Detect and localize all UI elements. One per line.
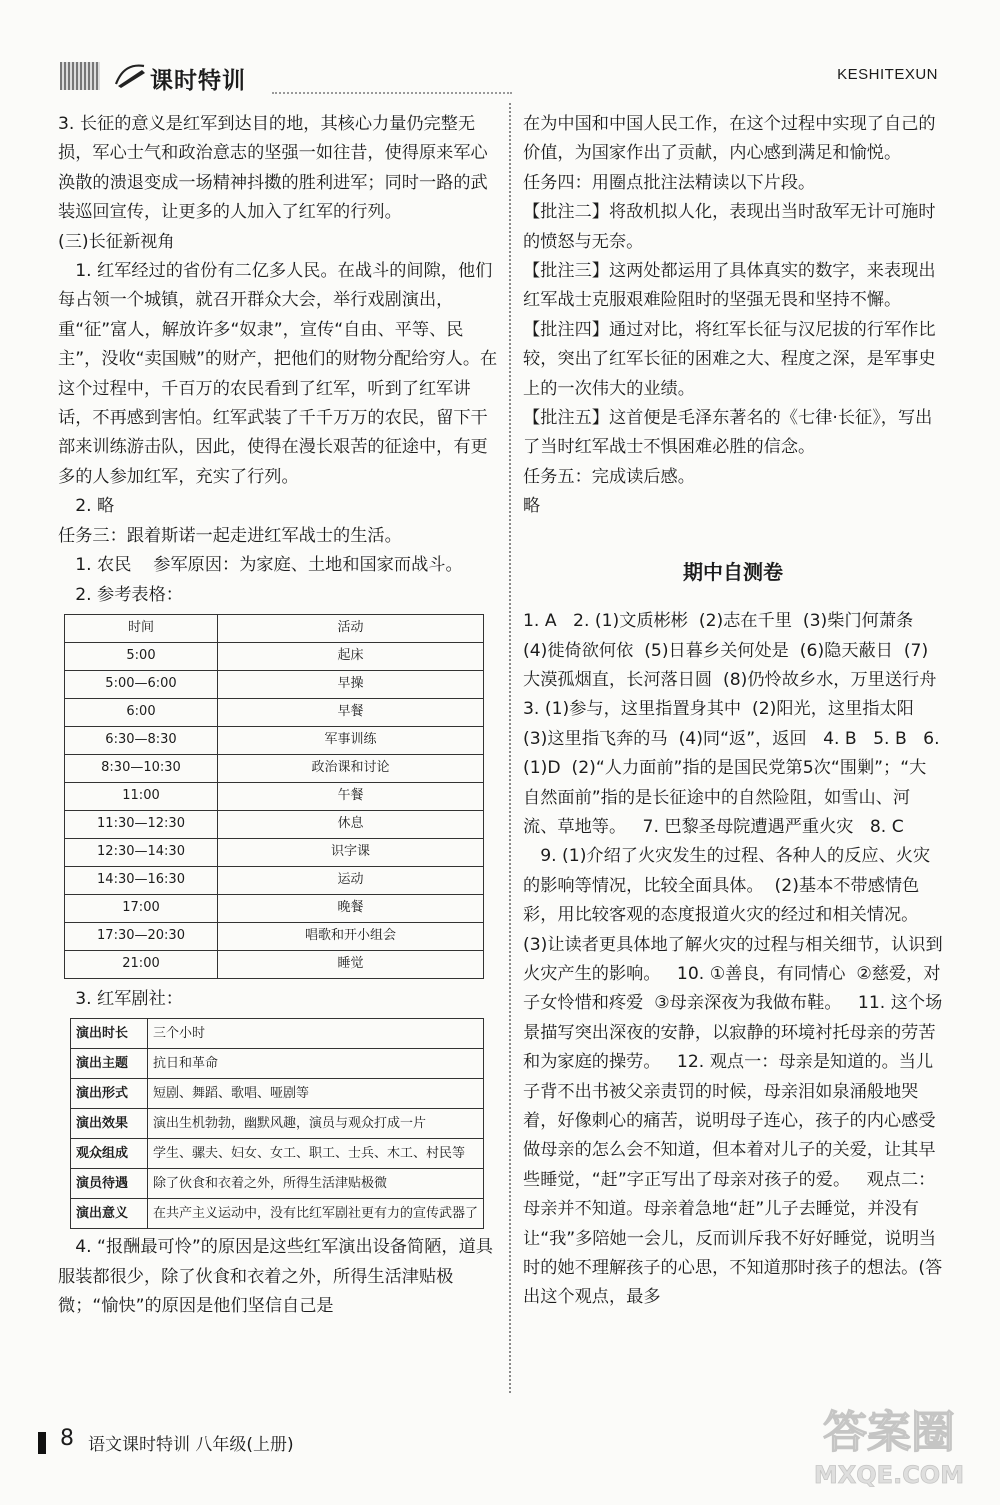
table-row: [65, 642, 484, 670]
section-title: 期中自测卷: [683, 559, 783, 584]
table-row: [71, 1109, 484, 1139]
table-cell: 三个小时: [148, 1019, 484, 1049]
table-row: [65, 894, 484, 922]
watermark-logo: [797, 1395, 982, 1495]
task-heading: 任务五：完成读后感。: [523, 466, 695, 487]
table-cell: 17:00: [65, 894, 218, 922]
task-heading: 任务三：跟着斯诺一起走进红军战士的生活。: [58, 525, 402, 546]
pen-hand-icon: [112, 60, 148, 90]
table-cell: 军事训练: [218, 726, 484, 754]
table-cell: 唱歌和开小组会: [218, 922, 484, 950]
table-cell: 11:00: [65, 782, 218, 810]
table-cell: 学生、骡夫、妇女、女工、职工、士兵、木工、村民等: [148, 1139, 484, 1169]
table-row: [65, 670, 484, 698]
table-cell: 早餐: [218, 698, 484, 726]
page-header: [0, 0, 1000, 108]
table-cell: 5:00: [65, 642, 218, 670]
table-row: [71, 1139, 484, 1169]
annotation-paragraph: 【批注三】这两处都运用了具体真实的数字，来表现出红军战士克服艰难险阻时的坚强无畏和坚持不懈。: [523, 261, 936, 311]
answer-paragraph: 2. 略: [75, 496, 115, 517]
table-cell: 起床: [218, 642, 484, 670]
table-key-cell: 演员待遇: [71, 1169, 148, 1199]
answer-paragraph: 1. 红军经过的省份有二亿多人民。在战斗的间隙，他们每占领一个城镇，就召开群众大会，举行戏剧演出，重“征”富人，解放许多“奴隶”，宣传“自由、平等、民主”，没收“卖国贼”的财产，把他们的财物分配给穷人。在这个过程中，千百万的农民看到了红军，听到了红军讲话，不再感到害怕。红军武装了千千万万的农民，留下干部来训练游击队，因此，使得在漫长艰苦的征途中，有更多的人参加红军，充实了行列。: [58, 261, 498, 487]
answer-paragraph: 3. 红军剧社：: [75, 988, 183, 1009]
table-key-cell: 演出主题: [71, 1049, 148, 1079]
table-row: [65, 698, 484, 726]
troupe-table: [70, 1018, 484, 1229]
page-number: 8: [60, 1426, 74, 1451]
table-row: [65, 810, 484, 838]
answer-paragraph: 9. (1)介绍了火灾发生的过程、各种人的反应、火灾的影响等情况，比较全面具体。 (2)基本不带感情色彩，用比较客观的态度报道火灾的经过和相关情况。 (3)让读者更具体地了解火灾的过程与相关细节，认识到火灾产生的影响。 10. ①善良，有同情心 ②慈爱，对子女怜惜和疼爱 ③母亲深夜为我做布鞋。 11. 这个场景描写突出深夜的安静，以寂静的环境衬托母亲的劳苦和为家庭的操劳。 12. 观点一：母亲是知道的。当儿子背不出书被父亲责罚的时候，母亲泪如泉涌般地哭着，好像刺心的痛苦，说明母子连心，孩子的内心感受做母亲的怎么会不知道，但本着对儿子的关爱，让其早些睡觉，“赶”字正写出了母亲对孩子的爱。 观点二：母亲并不知道。母亲着急地“赶”儿子去睡觉，并没有让“我”多陪她一会儿，反而训斥我不好好睡觉，说明当时的她不理解孩子的心思，不知道那时孩子的想法。(答出这个观点，最多: [523, 846, 943, 1308]
table-cell: 政治课和讨论: [218, 754, 484, 782]
answer-paragraph: 1. 农民 参军原因：为家庭、土地和国家而战斗。: [75, 555, 463, 576]
table-cell: 12:30—14:30: [65, 838, 218, 866]
header-site-tag: KESHITEXUN: [837, 66, 938, 83]
table-cell: 运动: [218, 866, 484, 894]
answer-paragraph: 2. 参考表格：: [75, 584, 183, 605]
table-cell: 8:30—10:30: [65, 754, 218, 782]
table-cell: 短剧、舞蹈、歌唱、哑剧等: [148, 1079, 484, 1109]
table-row: [65, 866, 484, 894]
table-row: [71, 1049, 484, 1079]
table-cell: 识字课: [218, 838, 484, 866]
section-heading: (三)长征新视角: [58, 231, 175, 252]
table-cell: 早操: [218, 670, 484, 698]
annotation-paragraph: 【批注五】这首便是毛泽东著名的《七律·长征》，写出了当时红军战士不惧困难必胜的信念。: [523, 408, 933, 458]
table-key-cell: 演出时长: [71, 1019, 148, 1049]
watermark-bottom-text: MXQE.COM: [813, 1461, 965, 1489]
table-header-cell: 活动: [218, 614, 484, 642]
watermark-top-text: 答案圈: [823, 1407, 955, 1458]
table-cell: 抗日和革命: [148, 1049, 484, 1079]
left-column: [58, 110, 498, 1322]
header-brand: 课时特训: [150, 68, 246, 94]
table-cell: 21:00: [65, 950, 218, 978]
table-row: [71, 1169, 484, 1199]
schedule-table: [64, 614, 484, 979]
column-divider: [509, 103, 511, 1393]
table-row: [65, 838, 484, 866]
table-key-cell: 演出效果: [71, 1109, 148, 1139]
table-cell: 午餐: [218, 782, 484, 810]
footer-bar-decoration: [38, 1432, 46, 1454]
table-cell: 除了伙食和衣着之外，所得生活津贴极微: [148, 1169, 484, 1199]
table-cell: 晚餐: [218, 894, 484, 922]
table-cell: 6:00: [65, 698, 218, 726]
table-key-cell: 演出形式: [71, 1079, 148, 1109]
header-dotted-line: [272, 92, 512, 94]
answer-paragraph: 在为中国和中国人民工作，在这个过程中实现了自己的价值，为国家作出了贡献，内心感到满足和愉悦。: [523, 114, 936, 164]
answer-paragraph: 略: [523, 496, 541, 517]
table-header-cell: 时间: [65, 614, 218, 642]
table-cell: 在共产主义运动中，没有比红军剧社更有力的宣传武器了: [148, 1199, 484, 1229]
annotation-paragraph: 【批注二】将敌机拟人化，表现出当时敌军无计可施时的愤怒与无奈。: [523, 202, 936, 252]
table-row: [65, 754, 484, 782]
answer-paragraph: 3. 长征的意义是红军到达目的地，其核心力量仍完整无损，军心士气和政治意志的坚强一如往昔，使得原来军心涣散的溃退变成一场精神抖擞的胜利进军；同时一路的武装巡回宣传，让更多的人加入了红军的行列。: [58, 114, 488, 223]
table-row: [65, 726, 484, 754]
table-row: [71, 1199, 484, 1229]
answer-paragraph: 1. A 2. (1)文质彬彬 (2)志在千里 (3)柴门何萧条 (4)徙倚欲何依 (5)日暮乡关何处是 (6)隐天蔽日 (7)大漠孤烟直，长河落日圆 (8)仍怜故乡水，万里送行舟 3. (1)参与，这里指置身其中 (2)阳光，这里指太阳 (3)这里指飞奔的马 (4)同“返”，返回 4. B 5. B 6. (1)D (2)“人力面前”指的是国民党第5次“围剿”；“大自然面前”指的是长征途中的自然险阻，如雪山、河流、草地等。 7. 巴黎圣母院遭遇严重火灾 8. C: [523, 611, 953, 837]
table-cell: 14:30—16:30: [65, 866, 218, 894]
table-row: [65, 950, 484, 978]
table-cell: 演出生机勃勃，幽默风趣，演员与观众打成一片: [148, 1109, 484, 1139]
footer-book-title: 语文课时特训 八年级(上册): [88, 1435, 294, 1455]
task-heading: 任务四：用圈点批注法精读以下片段。: [523, 172, 816, 193]
table-cell: 11:30—12:30: [65, 810, 218, 838]
table-row: [65, 922, 484, 950]
table-cell: 5:00—6:00: [65, 670, 218, 698]
annotation-paragraph: 【批注四】通过对比，将红军长征与汉尼拔的行军作比较，突出了红军长征的困难之大、程度之深，是军事史上的一次伟大的业绩。: [523, 319, 936, 399]
table-cell: 17:30—20:30: [65, 922, 218, 950]
table-key-cell: 演出意义: [71, 1199, 148, 1229]
table-key-cell: 观众组成: [71, 1139, 148, 1169]
right-column: [523, 110, 953, 1313]
table-row: [71, 1019, 484, 1049]
table-cell: 6:30—8:30: [65, 726, 218, 754]
header-stripe-decoration: [60, 62, 100, 90]
table-cell: 休息: [218, 810, 484, 838]
table-cell: 睡觉: [218, 950, 484, 978]
table-row: [65, 782, 484, 810]
table-header-row: [65, 614, 484, 642]
answer-paragraph: 4. “报酬最可怜”的原因是这些红军演出设备简陋，道具服装都很少，除了伙食和衣着之外，所得生活津贴极微；“愉快”的原因是他们坚信自己是: [58, 1237, 493, 1317]
table-row: [71, 1079, 484, 1109]
